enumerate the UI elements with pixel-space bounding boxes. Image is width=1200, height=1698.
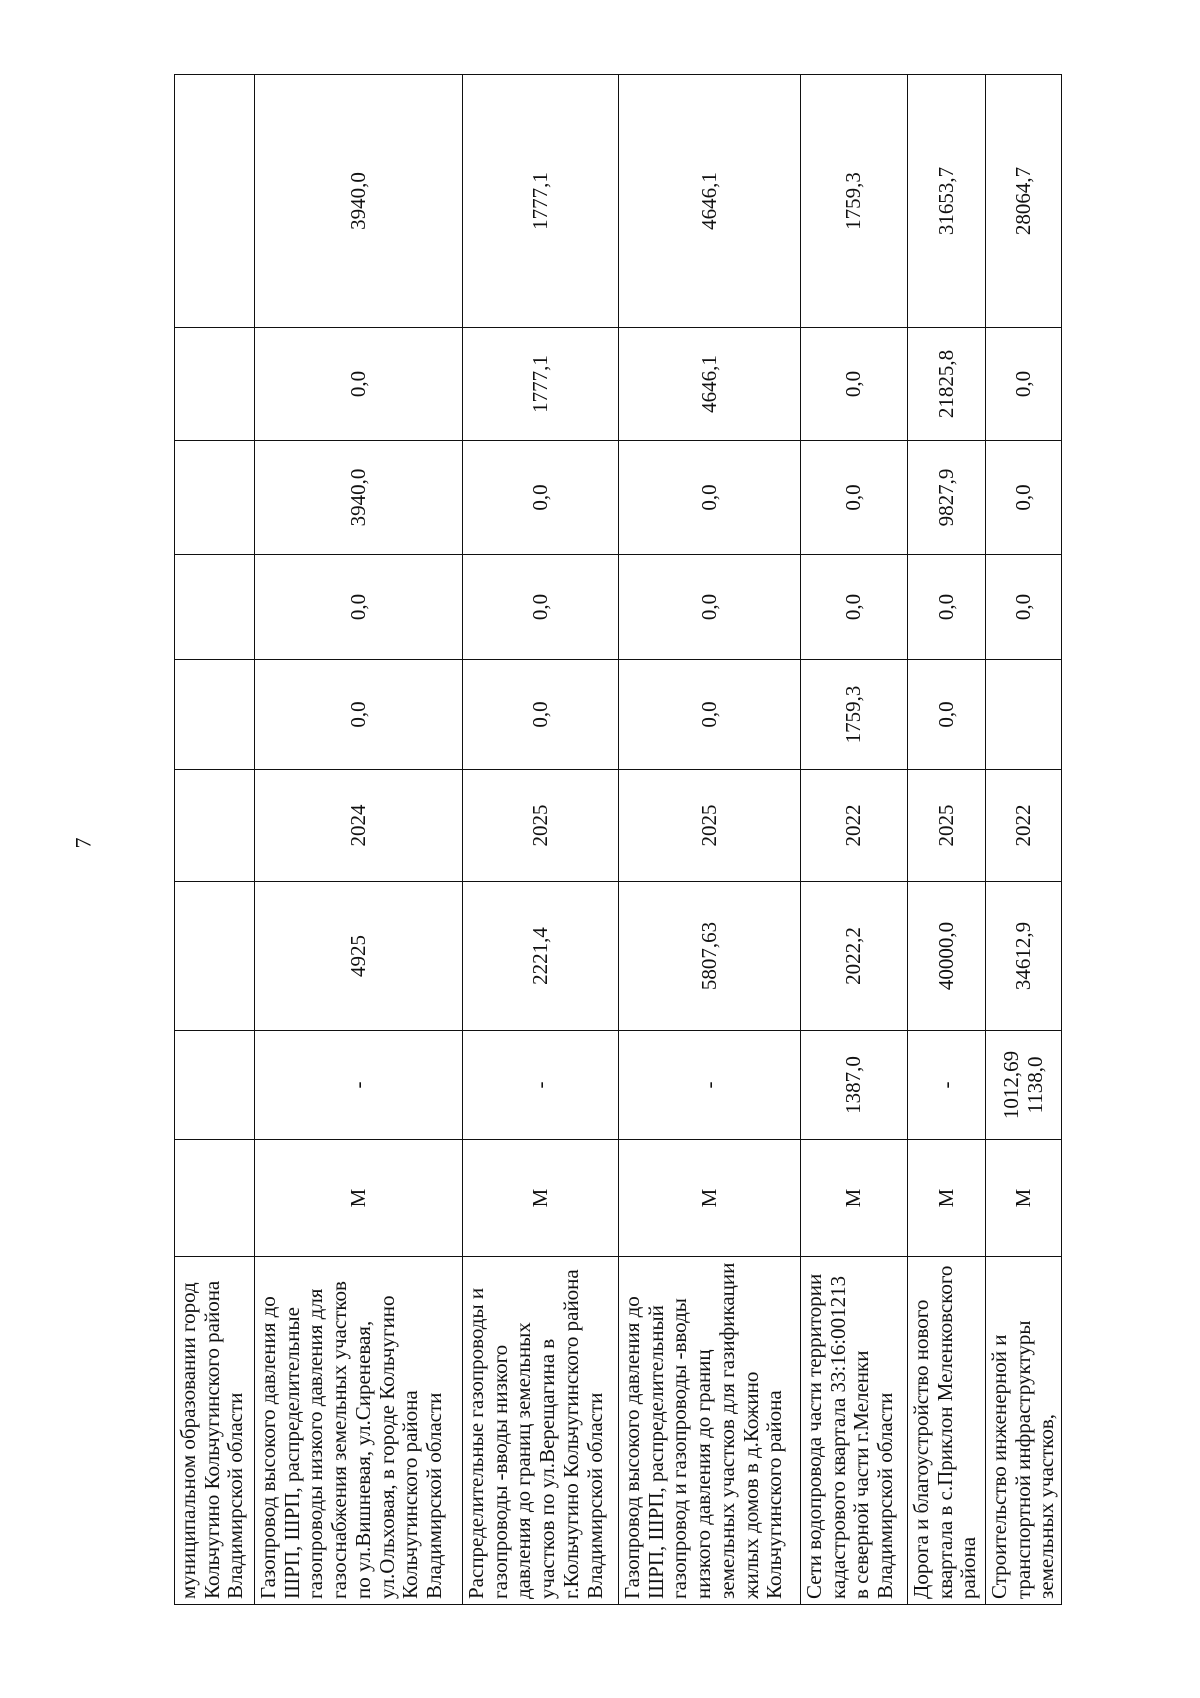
table-row [619,75,801,1605]
row-year: 2025 [908,770,986,882]
row-year: 2022 [801,770,908,882]
row-value-4: 0,0 [801,328,908,441]
row-length: 1387,0 [801,1031,908,1140]
row-value-3: 0,0 [463,441,619,555]
row-total: 3940,0 [255,75,463,328]
row-value-2: 0,0 [908,555,986,660]
row-year: 2022 [986,770,1062,882]
row-value-4: 21825,8 [908,328,986,441]
row-cost: 5807,63 [619,882,801,1031]
row-value-3 [175,441,255,555]
table-row [463,75,619,1605]
row-value-1 [986,660,1062,770]
table-row [801,75,908,1605]
row-value-2: 0,0 [463,555,619,660]
row-value-1 [175,660,255,770]
table-row [175,75,255,1605]
row-value-2: 0,0 [986,555,1062,660]
row-value-4: 0,0 [986,328,1062,441]
row-value-1: 0,0 [619,660,801,770]
row-cost [175,882,255,1031]
row-value-4: 0,0 [255,328,463,441]
row-code [175,1140,255,1257]
row-value-2: 0,0 [801,555,908,660]
row-year [175,770,255,882]
row-length: - [908,1031,986,1140]
table-row [908,75,986,1605]
row-length: - [619,1031,801,1140]
row-value-2: 0,0 [619,555,801,660]
row-length-line: 1012,69 [998,1050,1023,1120]
row-value-4: 4646,1 [619,328,801,441]
row-cost: 4925 [255,882,463,1031]
row-name: Дорога и благоустройство нового квартала в с.Приклон Меленковского района [908,1257,986,1605]
row-code: М [986,1140,1062,1257]
row-value-2 [175,555,255,660]
row-value-1: 1759,3 [801,660,908,770]
row-value-3: 0,0 [619,441,801,555]
row-length-line: 1138,0 [1022,1056,1047,1114]
row-value-3: 9827,9 [908,441,986,555]
row-code: М [463,1140,619,1257]
investment-table [174,74,1062,1605]
rotated-table-wrapper [174,75,1059,1605]
row-total: 1777,1 [463,75,619,328]
row-total: 31653,7 [908,75,986,328]
row-value-1: 0,0 [463,660,619,770]
row-value-3: 0,0 [986,441,1062,555]
row-name: Газопровод высокого давления до ШРП, ШРП, распределительный газопровод и газопроводы -вводы низкого давления до границ земельных участков для газификации жилых домов в д.Кожино Кольчугинского района [619,1257,801,1605]
row-value-2: 0,0 [255,555,463,660]
row-code: М [255,1140,463,1257]
table-row [986,75,1062,1605]
row-total [175,75,255,328]
row-length: - [255,1031,463,1140]
row-value-4: 1777,1 [463,328,619,441]
row-name: Газопровод высокого давления до ШРП, ШРП, распределительные газопроводы низкого давления для газоснабжения земельных участков по ул.Вишневая, ул.Сиреневая, ул.Ольховая, в городе Кольчугино Кольчугинского района Владимирской области [255,1257,463,1605]
row-value-4 [175,328,255,441]
row-value-1: 0,0 [255,660,463,770]
row-length [175,1031,255,1140]
row-cost: 40000,0 [908,882,986,1031]
row-length: - [463,1031,619,1140]
row-length [986,1031,1062,1140]
row-value-3: 3940,0 [255,441,463,555]
row-code: М [908,1140,986,1257]
row-value-1: 0,0 [908,660,986,770]
table-row [255,75,463,1605]
row-year: 2025 [619,770,801,882]
row-code: М [619,1140,801,1257]
row-year: 2025 [463,770,619,882]
row-name: Распределительные газопроводы и газопроводы -вводы низкого давления до границ земельных участков по ул.Верещагина в г.Кольчугино Кольчугинского района Владимирской области [463,1257,619,1605]
row-total: 4646,1 [619,75,801,328]
row-code: М [801,1140,908,1257]
row-total: 1759,3 [801,75,908,328]
row-name: муниципальном образовании город Кольчугино Кольчугинского района Владимирской области [175,1257,255,1605]
row-value-3: 0,0 [801,441,908,555]
page-number: 7 [70,837,96,849]
row-cost: 2022,2 [801,882,908,1031]
row-cost: 34612,9 [986,882,1062,1031]
row-name: Сети водопровода части территории кадастрового квартала 33:16:001213 в северной части г.Меленки Владимирской области [801,1257,908,1605]
row-cost: 2221,4 [463,882,619,1031]
row-total: 28064,7 [986,75,1062,328]
row-year: 2024 [255,770,463,882]
row-name: Строительство инженерной и транспортной инфраструктуры земельных участков, [986,1257,1062,1605]
